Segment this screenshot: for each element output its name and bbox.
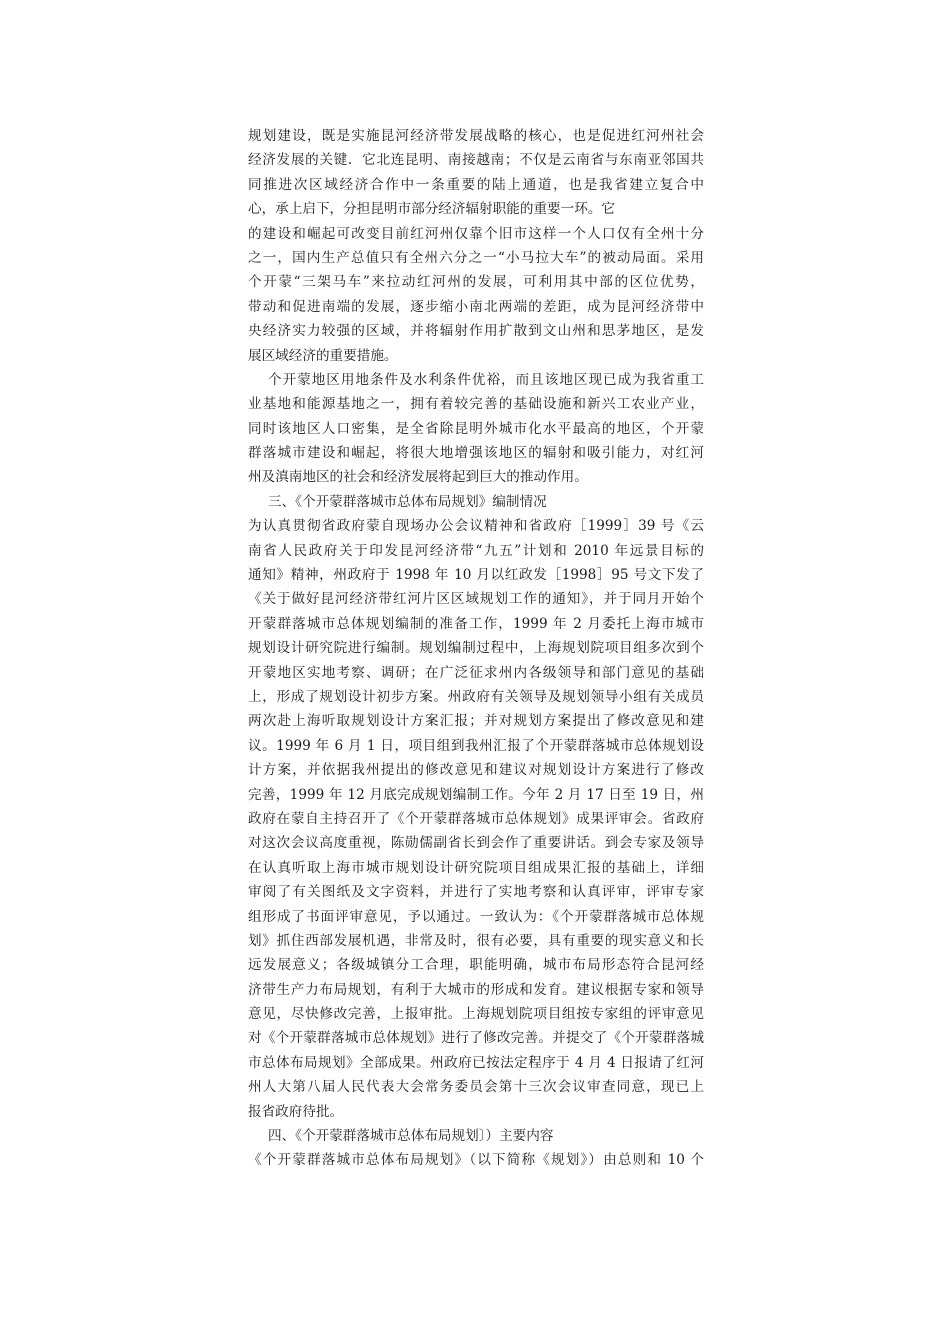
text-line: 计方案，并依据我州提出的修改意见和建议对规划设计方案进行了修改 bbox=[248, 762, 704, 779]
text-line: 对《个开蒙群落城市总体规划》进行了修改完善。并提交了《个开蒙群落城 bbox=[248, 1030, 704, 1047]
document-page bbox=[248, 124, 704, 1173]
text-line: 心，承上启下，分担昆明市部分经济辐射职能的重要一环。它 bbox=[248, 201, 616, 218]
text-line: 为认真贯彻省政府蒙自现场办公会议精神和省政府［1999］39 号《云 bbox=[248, 518, 704, 535]
text-line: 央经济实力较强的区域，并将辐射作用扩散到文山州和思茅地区，是发 bbox=[248, 323, 704, 340]
text-line: 州及滇南地区的社会和经济发展将起到巨大的推动作用。 bbox=[248, 469, 588, 486]
text-line: 个开蒙“三架马车”来拉动红河州的发展，可利用其中部的区位优势， bbox=[248, 274, 704, 291]
text-line: 上，形成了规划设计初步方案。州政府有关领导及规划领导小组有关成员 bbox=[248, 688, 704, 705]
text-line: 报省政府待批。 bbox=[248, 1103, 344, 1120]
text-line: 组形成了书面评审意见，予以通过。一致认为：《个开蒙群落城市总体规 bbox=[248, 908, 704, 925]
text-line: 开蒙群落城市总体规划编制的准备工作，1999 年 2 月委托上海市城市 bbox=[248, 615, 704, 632]
text-line: 三、《个开蒙群落城市总体布局规划》编制情况 bbox=[268, 493, 547, 510]
text-line: 同推进次区域经济合作中一条重要的陆上通道，也是我省建立复合中 bbox=[248, 176, 704, 193]
text-line: 《关于做好昆河经济带红河片区区域规划工作的通知》，并于同月开始个 bbox=[248, 591, 704, 608]
text-line: 远发展意义；各级城镇分工合理，职能明确，城市布局形态符合昆河经 bbox=[248, 957, 704, 974]
text-line: 的建设和崛起可改变目前红河州仅靠个旧市这样一个人口仅有全州十分 bbox=[248, 225, 704, 242]
text-line: 对这次会议高度重视，陈勋儒副省长到会作了重要讲话。到会专家及领导 bbox=[248, 835, 704, 852]
text-line: 审阅了有关图纸及文字资料，并进行了实地考察和认真评审，评审专家 bbox=[248, 884, 704, 901]
text-line: 群落城市建设和崛起，将很大地增强该地区的辐射和吸引能力，对红河 bbox=[248, 445, 704, 462]
text-line: 市总体布局规划》全部成果。州政府已按法定程序于 4 月 4 日报请了红河 bbox=[248, 1054, 704, 1071]
text-line: 议。1999 年 6 月 1 日，项目组到我州汇报了个开蒙群落城市总体规划设 bbox=[248, 737, 704, 754]
text-line: 意见，尽快修改完善，上报审批。上海规划院项目组按专家组的评审意见 bbox=[248, 1006, 704, 1023]
text-line: 政府在蒙自主持召开了《个开蒙群落城市总体规划》成果评审会。省政府 bbox=[248, 810, 704, 827]
text-line: 同时该地区人口密集，是全省除昆明外城市化水平最高的地区，个开蒙 bbox=[248, 420, 704, 437]
text-line: 四、《个开蒙群落城市总体布局规划〕）主要内容 bbox=[268, 1128, 554, 1145]
text-line: 带动和促进南端的发展，逐步缩小南北两端的差距，成为昆河经济带中 bbox=[248, 298, 704, 315]
text-line: 完善，1999 年 12 月底完成规划编制工作。今年 2 月 17 日至 19 日，州 bbox=[248, 786, 704, 803]
text-line: 规划设计研究院进行编制。规划编制过程中，上海规划院项目组多次到个 bbox=[248, 640, 704, 657]
text-line: 州人大第八届人民代表大会常务委员会第十三次会议审查同意，现已上 bbox=[248, 1079, 704, 1096]
text-line: 南省人民政府关于印发昆河经济带“九五”计划和 2010 年远景目标的 bbox=[248, 542, 704, 559]
text-line: 展区域经济的重要措施。 bbox=[248, 347, 398, 364]
text-line: 济带生产力布局规划，有利于大城市的形成和发育。建议根据专家和领导 bbox=[248, 981, 704, 998]
text-line: 业基地和能源基地之一，拥有着较完善的基础设施和新兴工农业产业， bbox=[248, 396, 704, 413]
text-line: 经济发展的关键．它北连昆明、南接越南；不仅是云南省与东南亚邻国共 bbox=[248, 152, 704, 169]
text-line: 开蒙地区实地考察、调研；在广泛征求州内各级领导和部门意见的基础 bbox=[248, 664, 704, 681]
text-line: 在认真听取上海市城市规划设计研究院项目组成果汇报的基础上，详细 bbox=[248, 859, 704, 876]
text-line: 两次赴上海听取规划设计方案汇报；并对规划方案提出了修改意见和建 bbox=[248, 713, 704, 730]
text-line: 通知》精神，州政府于 1998 年 10 月以红政发［1998］95 号文下发了 bbox=[248, 567, 704, 584]
text-line: 之一，国内生产总值只有全州六分之一“小马拉大车”的被动局面。采用 bbox=[248, 249, 704, 266]
text-line: 划》抓住西部发展机遇，非常及时，很有必要，具有重要的现实意义和长 bbox=[248, 932, 704, 949]
text-line: 规划建设，既是实施昆河经济带发展战略的核心，也是促进红河州社会 bbox=[248, 128, 704, 144]
text-line: 《个开蒙群落城市总体布局规划》（以下简称《规划》）由总则和 10 个 bbox=[248, 1152, 704, 1169]
text-line: 个开蒙地区用地条件及水利条件优裕，而且该地区现已成为我省重工 bbox=[268, 371, 704, 388]
